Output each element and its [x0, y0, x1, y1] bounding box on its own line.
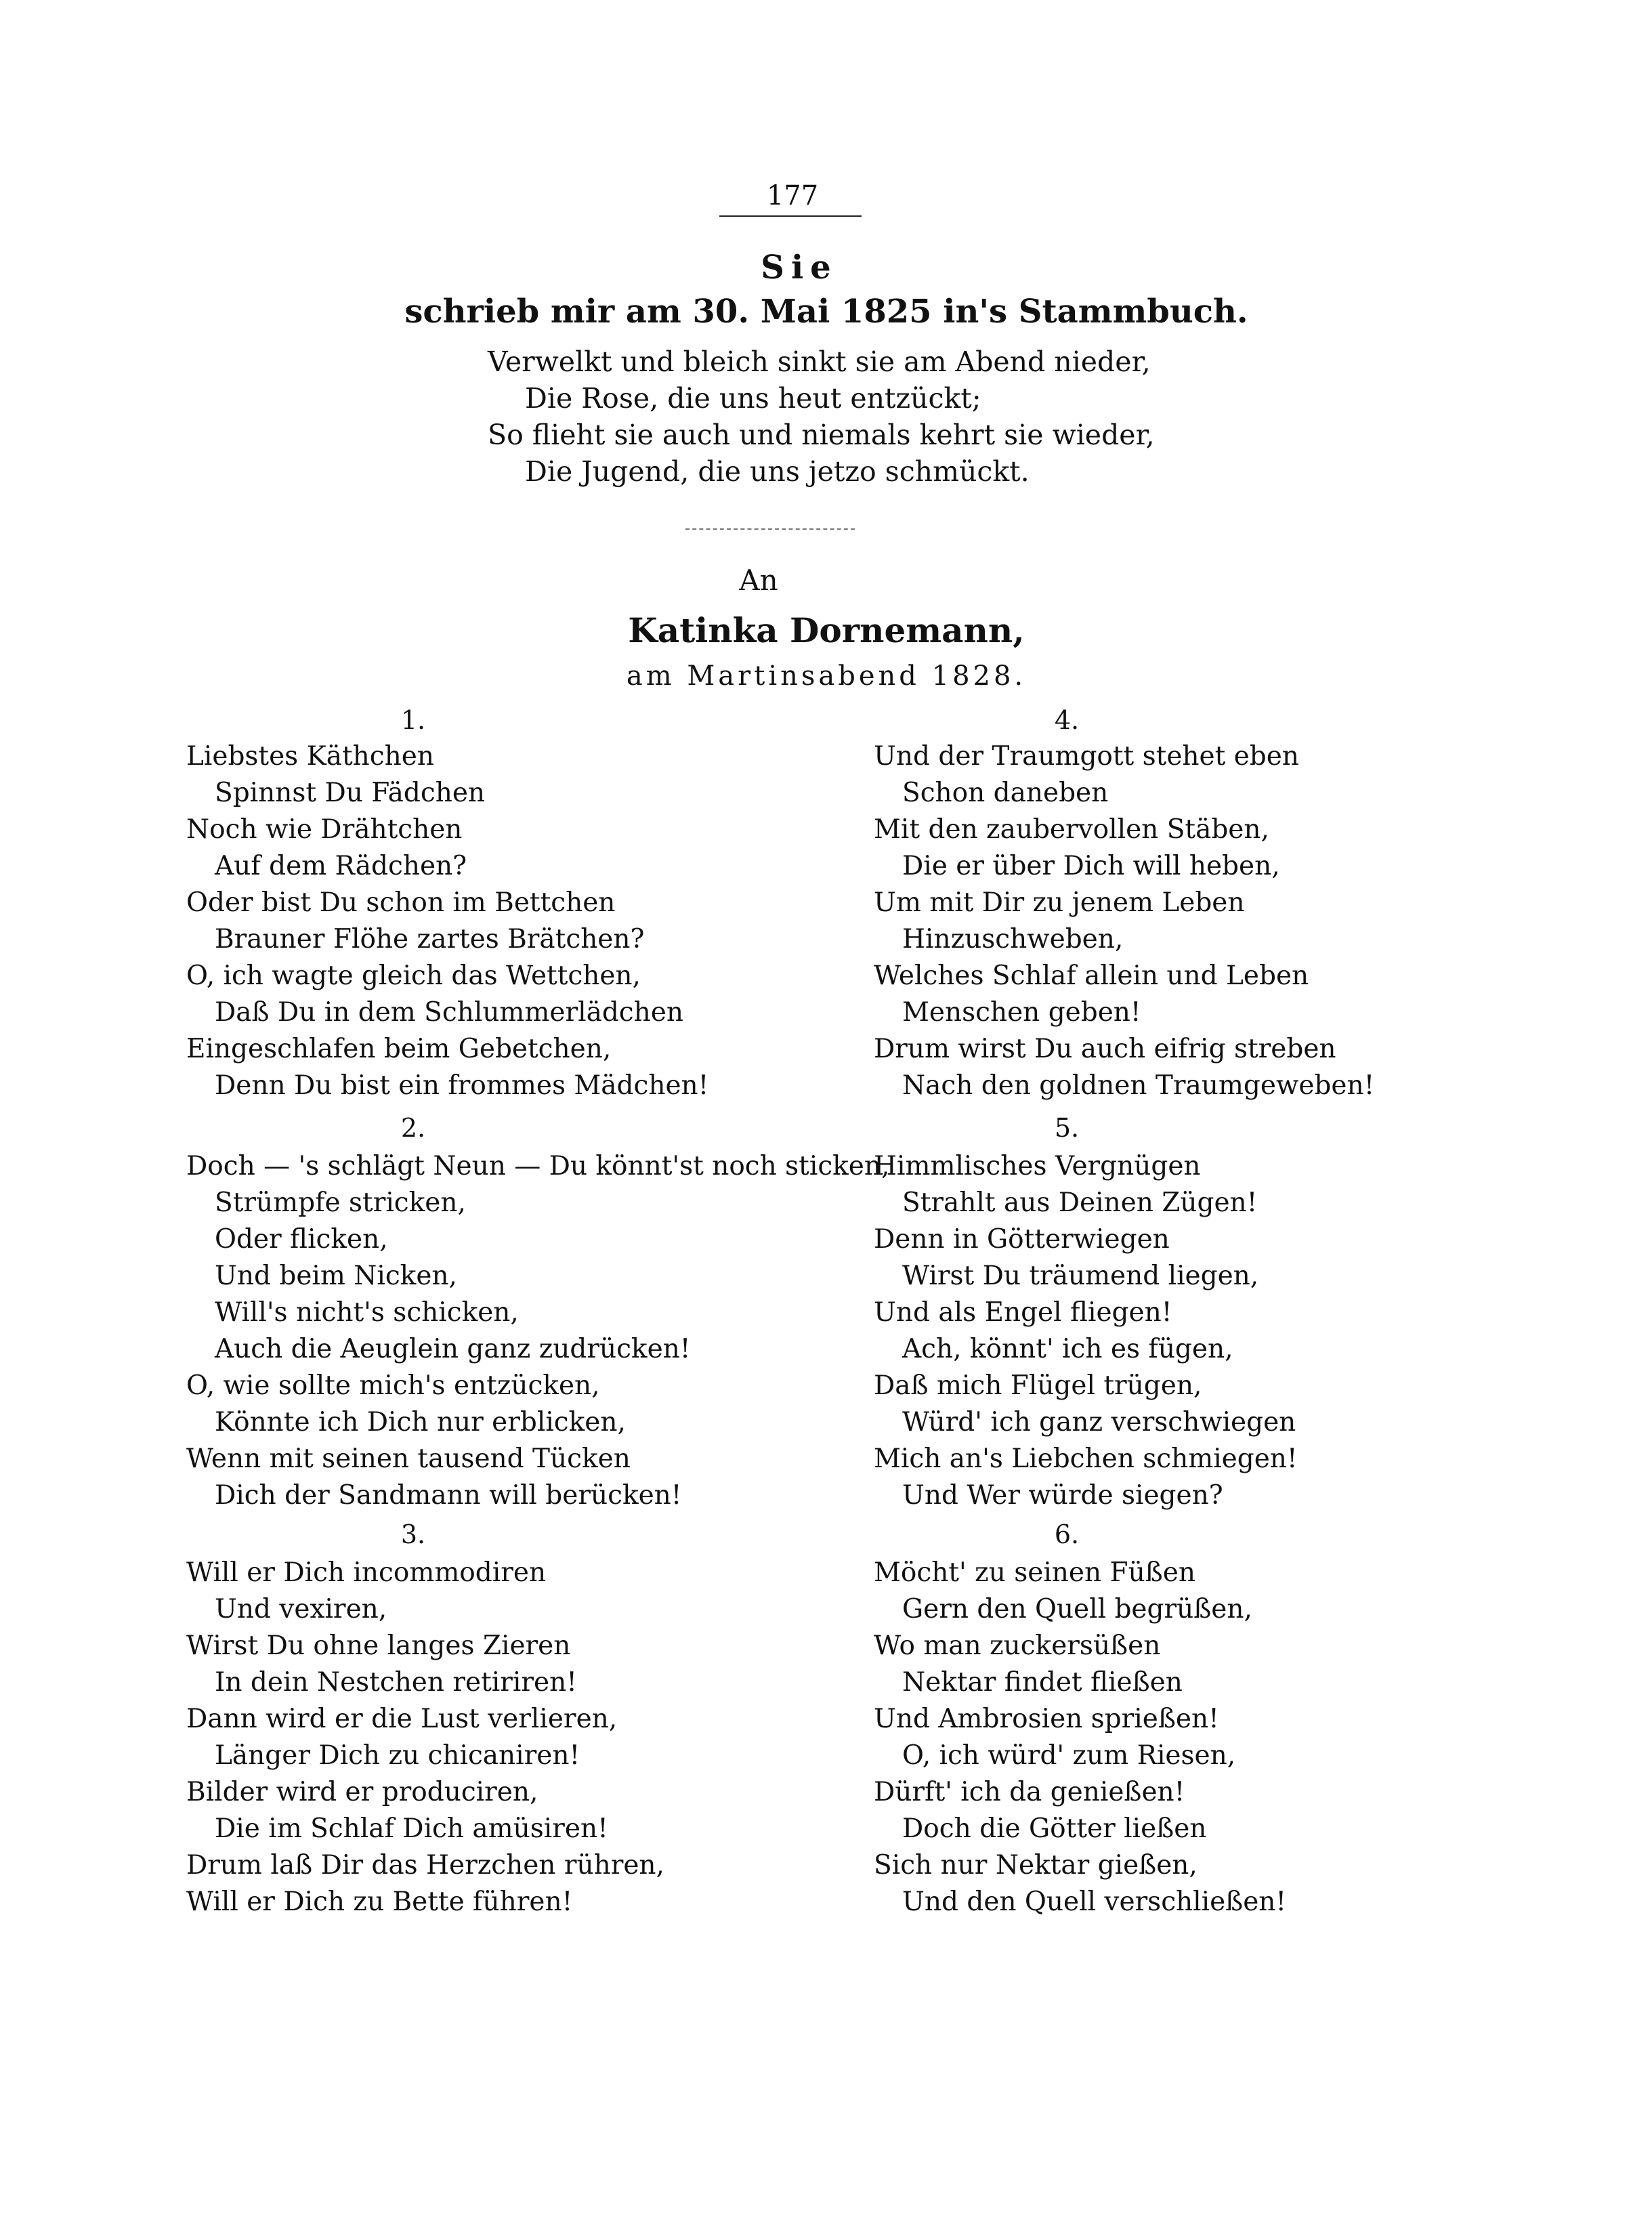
verse-line: O, ich würd' zum Riesen, — [902, 1740, 1236, 1771]
section-divider — [685, 528, 855, 530]
verse-line: Liebstes Käthchen — [186, 741, 434, 772]
verse-line: Doch die Götter ließen — [902, 1813, 1207, 1844]
verse-line: Menschen geben! — [902, 997, 1141, 1028]
verse-line: O, ich wagte gleich das Wettchen, — [186, 961, 641, 991]
verse-line: Nektar findet fließen — [902, 1667, 1183, 1698]
verse-line: Und beim Nicken, — [215, 1261, 457, 1291]
verse-line: Daß mich Flügel trügen, — [874, 1370, 1202, 1401]
verse-line: Länger Dich zu chicaniren! — [215, 1740, 580, 1771]
verse-line: Dürft' ich da genießen! — [874, 1777, 1185, 1807]
motto-line: So flieht sie auch und niemals kehrt sie wieder, — [488, 419, 1155, 451]
verse-line: Oder bist Du schon im Bettchen — [186, 887, 616, 918]
verse-line: Wo man zuckersüßen — [874, 1631, 1161, 1661]
motto-line: Die Jugend, die uns jetzo schmückt. — [525, 455, 1030, 488]
verse-line: Will's nicht's schicken, — [215, 1297, 519, 1328]
verse-line: Denn Du bist ein frommes Mädchen! — [215, 1070, 709, 1101]
verse-line: Und der Traumgott stehet eben — [874, 741, 1299, 772]
poem-title: Sie — [761, 249, 838, 287]
verse-line: Drum wirst Du auch eifrig streben — [874, 1034, 1336, 1064]
verse-line: Strümpfe stricken, — [215, 1188, 466, 1218]
dedicatee-name: Katinka Dornemann, — [628, 610, 1025, 650]
verse-line: Himmlisches Vergnügen — [874, 1151, 1201, 1181]
verse-line: Ach, könnt' ich es fügen, — [902, 1334, 1233, 1364]
stanza-number: 5. — [1054, 1113, 1080, 1143]
motto-line: Die Rose, die uns heut entzückt; — [525, 382, 981, 415]
verse-line: Hinzuschweben, — [902, 924, 1124, 954]
verse-line: Daß Du in dem Schlummerlädchen — [215, 997, 683, 1028]
verse-line: Die im Schlaf Dich amüsiren! — [215, 1813, 608, 1844]
verse-line: Und Ambrosien sprießen! — [874, 1704, 1219, 1734]
verse-line: Sich nur Nektar gießen, — [874, 1850, 1198, 1881]
verse-line: Brauner Flöhe zartes Brätchen? — [215, 924, 645, 954]
verse-line: Und als Engel fliegen! — [874, 1297, 1172, 1328]
verse-line: Würd' ich ganz verschwiegen — [902, 1407, 1296, 1437]
verse-line: In dein Nestchen retiriren! — [215, 1667, 577, 1698]
verse-line: Dich der Sandmann will berücken! — [215, 1480, 682, 1511]
verse-line: Nach den goldnen Traumgeweben! — [902, 1070, 1375, 1101]
verse-line: Wenn mit seinen tausend Tücken — [186, 1444, 631, 1474]
verse-line: Die er über Dich will heben, — [902, 851, 1280, 881]
verse-line: Denn in Götterwiegen — [874, 1224, 1170, 1255]
verse-line: Mich an's Liebchen schmiegen! — [874, 1444, 1298, 1474]
verse-line: Könnte ich Dich nur erblicken, — [215, 1407, 626, 1437]
verse-line: Drum laß Dir das Herzchen rühren, — [186, 1850, 664, 1881]
verse-line: Um mit Dir zu jenem Leben — [874, 887, 1245, 918]
stanza-number: 2. — [400, 1113, 426, 1143]
verse-line: Und vexiren, — [215, 1594, 387, 1624]
header-rule — [719, 215, 862, 217]
verse-line: Dann wird er die Lust verlieren, — [186, 1704, 618, 1734]
verse-line: Noch wie Drähtchen — [186, 814, 463, 845]
stanza-number: 1. — [400, 705, 426, 735]
verse-line: Möcht' zu seinen Füßen — [874, 1557, 1195, 1588]
verse-line: Bilder wird er produciren, — [186, 1777, 538, 1807]
verse-line: Auf dem Rädchen? — [215, 851, 467, 881]
verse-line: Und den Quell verschließen! — [902, 1887, 1287, 1917]
verse-line: O, wie sollte mich's entzücken, — [186, 1370, 600, 1401]
dedication-date: am Martinsabend 1828. — [626, 660, 1027, 692]
verse-line: Auch die Aeuglein ganz zudrücken! — [215, 1334, 691, 1364]
verse-line: Welches Schlaf allein und Leben — [874, 961, 1309, 991]
verse-line: Mit den zaubervollen Stäben, — [874, 814, 1269, 845]
stanza-number: 3. — [400, 1519, 426, 1549]
verse-line: Oder flicken, — [215, 1224, 388, 1255]
verse-line: Spinnst Du Fädchen — [215, 778, 486, 808]
stanza-number: 4. — [1054, 705, 1080, 735]
verse-line: Will er Dich incommodiren — [186, 1557, 547, 1588]
poem-subtitle: schrieb mir am 30. Mai 1825 in's Stammbuch. — [404, 293, 1248, 331]
page-number: 177 — [766, 180, 819, 211]
verse-line: Wirst Du träumend liegen, — [902, 1261, 1259, 1291]
verse-line: Doch — 's schlägt Neun — Du könnt'st noch sticken, — [186, 1151, 890, 1181]
verse-line: Strahlt aus Deinen Zügen! — [902, 1188, 1258, 1218]
verse-line: Eingeschlafen beim Gebetchen, — [186, 1034, 612, 1064]
stanza-number: 6. — [1054, 1519, 1080, 1549]
verse-line: Wirst Du ohne langes Zieren — [186, 1631, 571, 1661]
verse-line: Schon daneben — [902, 778, 1109, 808]
verse-line: Will er Dich zu Bette führen! — [186, 1887, 573, 1917]
verse-line: Gern den Quell begrüßen, — [902, 1594, 1252, 1624]
verse-line: Und Wer würde siegen? — [902, 1480, 1223, 1511]
motto-line: Verwelkt und bleich sinkt sie am Abend nieder, — [488, 345, 1151, 378]
dedication: An — [739, 564, 778, 597]
